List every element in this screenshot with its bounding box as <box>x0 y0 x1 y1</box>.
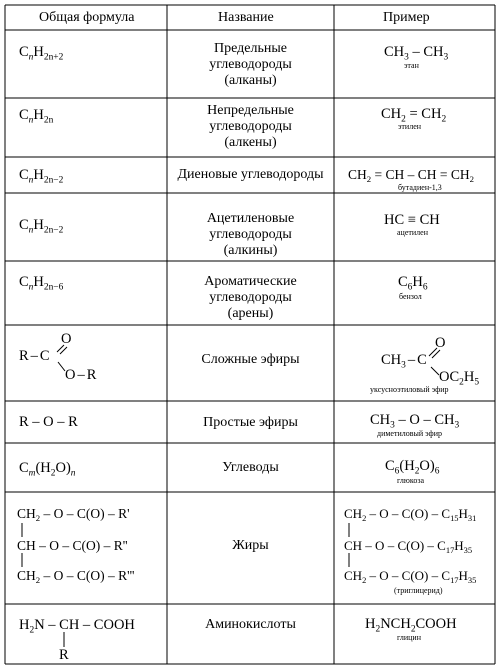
formula-ether: R – O – R <box>19 414 78 430</box>
ester-general-main: R – C <box>19 348 50 364</box>
caption-ethane: этан <box>404 61 419 70</box>
fat-line-3: $CH_2$ – O – C(O) – R''' <box>17 568 135 586</box>
example-butadiene: $CH_2$ = CH – CH = $CH_2$ <box>348 167 475 185</box>
formula-alkane: $C_nH_{2n+2}$ <box>19 44 64 63</box>
ethyl-acetate-o-right: $OC_2H_5$ <box>439 369 480 388</box>
fat-line-1: $CH_2$ – O – C(O) – R' <box>17 506 130 524</box>
formula-diene: $C_nH_{2n-2}$ <box>19 167 64 186</box>
name-diene: Диеновые углеводороды <box>177 167 324 182</box>
name-fat: Жиры <box>232 538 269 553</box>
ethyl-acetate-o-top: O <box>435 335 446 351</box>
formula-carb: $C_m(H_2O)_n$ <box>19 460 76 479</box>
caption-acetylene: ацетилен <box>397 228 428 237</box>
ester-example-single-bond-line <box>431 367 439 375</box>
caption-butadiene: бутадиен-1,3 <box>398 183 442 192</box>
caption-glycine: глицин <box>397 633 421 642</box>
caption-tristearin: (триглицерид) <box>394 586 443 595</box>
formula-arene: $C_nH_{2n-6}$ <box>19 274 64 293</box>
name-alkene: Непредельные углеводороды (алкены) <box>207 103 294 150</box>
ester-general-o-r: O – R <box>65 367 97 383</box>
name-ether: Простые эфиры <box>203 415 298 430</box>
caption-ethyl-acetate: уксусноэтиловый эфир <box>370 385 449 394</box>
ester-single-bond-line <box>58 362 65 371</box>
name-ester: Сложные эфиры <box>201 352 300 367</box>
formula-alkyne: $C_nH_{2n-2}$ <box>19 217 64 236</box>
example-acetylene: HC ≡ CH <box>384 212 440 228</box>
name-carb: Углеводы <box>222 460 279 475</box>
example-glycine: $H_2NCH_2COOH$ <box>365 616 457 635</box>
formula-amino-r: R <box>59 647 69 663</box>
example-ethylene: $CH_2 = CH_2$ <box>381 106 447 125</box>
tristearin-line-2: CH – O – $C(O) - C_{17}H_{35}$ <box>344 538 473 555</box>
header-formula: Общая формула <box>39 10 135 25</box>
header-example: Пример <box>383 10 430 25</box>
ethyl-acetate-main: $CH_3$ – C <box>381 352 427 371</box>
formula-amino: $H_2N$ – CH – COOH <box>19 617 135 636</box>
tristearin-line-1: $CH_2$ – O – $C(O) - C_{15}H_{31}$ <box>344 506 477 523</box>
header-name: Название <box>218 10 274 25</box>
example-dimethyl-ether: $CH_3$ – O – $CH_3$ <box>370 412 460 431</box>
tristearin-line-3: $CH_2$ – O – $C(O) - C_{17}H_{35}$ <box>344 568 477 585</box>
name-alkane: Предельные углеводороды (алканы) <box>209 41 292 88</box>
caption-benzene: бензол <box>399 292 422 301</box>
name-arene: Ароматические углеводороды (арены) <box>204 274 297 321</box>
caption-ethylene: этилен <box>398 122 422 131</box>
ester-general-o-top: O <box>61 331 72 347</box>
example-glucose: $C_6(H_2O)_6$ <box>385 458 440 477</box>
caption-glucose: глюкоза <box>397 476 425 485</box>
caption-dimethyl-ether: диметиловый эфир <box>377 429 443 438</box>
formula-alkene: $C_nH_{2n}$ <box>19 107 54 126</box>
example-ethane: $CH_3 - CH_3$ <box>384 44 449 63</box>
fat-line-2: CH – O – C(O) – R'' <box>17 538 128 553</box>
name-alkyne: Ацетиленовые углеводороды (алкины) <box>206 211 295 258</box>
name-amino: Аминокислоты <box>205 617 296 632</box>
example-benzene: $C_6H_6$ <box>398 274 428 293</box>
